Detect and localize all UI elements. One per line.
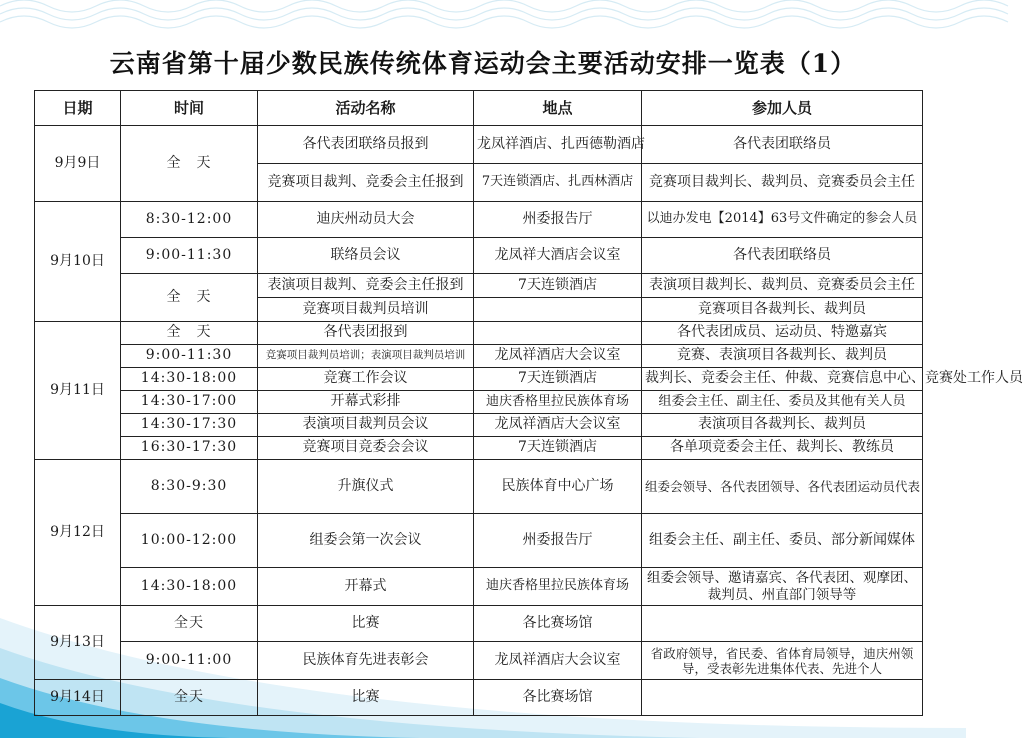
activity-cell: 组委会第一次会议 — [258, 514, 474, 568]
place-cell: 各比赛场馆 — [474, 680, 642, 716]
people-cell: 组委会领导、邀请嘉宾、各代表团、观摩团、裁判员、州直部门领导等 — [642, 568, 923, 606]
people-cell: 省政府领导，省民委、省体育局领导，迪庆州领导，受表彰先进集体代表、先进个人 — [642, 642, 923, 680]
date-cell: 9月10日 — [35, 202, 121, 322]
place-cell: 各比赛场馆 — [474, 606, 642, 642]
people-cell: 各代表团成员、运动员、特邀嘉宾 — [642, 322, 923, 345]
people-cell: 各单项竞委会主任、裁判长、教练员 — [642, 437, 923, 460]
activity-cell: 迪庆州动员大会 — [258, 202, 474, 238]
place-cell: 7天连锁酒店 — [474, 274, 642, 298]
table-row — [35, 642, 923, 680]
people-cell: 各代表团联络员 — [642, 126, 923, 164]
table-row — [35, 274, 923, 298]
people-cell: 组委会主任、副主任、委员、部分新闻媒体 — [642, 514, 923, 568]
table-row — [35, 460, 923, 514]
activity-cell: 各代表团联络员报到 — [258, 126, 474, 164]
activity-cell: 竞赛项目裁判、竞委会主任报到 — [258, 164, 474, 202]
date-cell: 9月14日 — [35, 680, 121, 716]
table-row — [35, 568, 923, 606]
people-cell: 表演项目各裁判长、裁判员 — [642, 414, 923, 437]
place-cell — [474, 298, 642, 322]
time-cell: 14:30-17:00 — [121, 391, 258, 414]
date-cell: 9月11日 — [35, 322, 121, 460]
place-cell: 龙凤祥酒店大会议室 — [474, 345, 642, 368]
place-cell: 龙凤祥大酒店会议室 — [474, 238, 642, 274]
place-cell: 迪庆香格里拉民族体育场 — [474, 568, 642, 606]
activity-cell: 竞赛工作会议 — [258, 368, 474, 391]
table-row — [35, 606, 923, 642]
activity-cell: 开幕式 — [258, 568, 474, 606]
page-title: 云南省第十届少数民族传统体育运动会主要活动安排一览表（1） — [109, 49, 857, 78]
activity-cell: 联络员会议 — [258, 238, 474, 274]
time-cell: 8:30-9:30 — [121, 460, 258, 514]
people-cell — [642, 680, 923, 716]
table-row — [35, 345, 923, 368]
people-cell — [642, 606, 923, 642]
people-cell: 以迪办发电【2014】63号文件确定的参会人员 — [642, 202, 923, 238]
time-cell: 9:00-11:30 — [121, 238, 258, 274]
header-wave-decoration — [0, 0, 966, 40]
schedule-table — [34, 90, 1023, 716]
date-cell: 9月9日 — [35, 126, 121, 202]
people-cell: 竞赛项目裁判长、裁判员、竞赛委员会主任 — [642, 164, 923, 202]
place-cell: 龙凤祥酒店、扎西德勒酒店 — [474, 126, 642, 164]
people-cell: 竞赛、表演项目各裁判长、裁判员 — [642, 345, 923, 368]
time-cell: 16:30-17:30 — [121, 437, 258, 460]
people-cell: 组委会领导、各代表团领导、各代表团运动员代表 — [642, 460, 923, 514]
activity-cell: 竞赛项目裁判员培训；表演项目裁判员培训 — [258, 345, 474, 368]
time-cell: 全 天 — [121, 274, 258, 322]
activity-cell: 升旗仪式 — [258, 460, 474, 514]
table-row — [35, 414, 923, 437]
place-cell: 州委报告厅 — [474, 514, 642, 568]
table-row — [35, 238, 923, 274]
place-cell: 龙凤祥酒店大会议室 — [474, 642, 642, 680]
time-cell: 全 天 — [121, 126, 258, 202]
time-cell: 全天 — [121, 606, 258, 642]
people-cell: 裁判长、竞委会主任、仲裁、竞赛信息中心、竞赛处工作人员 — [642, 368, 923, 391]
table-row — [35, 391, 923, 414]
header-activity: 活动名称 — [258, 91, 474, 126]
table-header-row — [35, 91, 923, 126]
time-cell: 14:30-18:00 — [121, 568, 258, 606]
table-row — [35, 680, 923, 716]
date-cell: 9月13日 — [35, 606, 121, 680]
activity-cell: 表演项目裁判、竞委会主任报到 — [258, 274, 474, 298]
activity-cell: 比赛 — [258, 606, 474, 642]
place-cell — [474, 322, 642, 345]
time-cell: 14:30-17:30 — [121, 414, 258, 437]
table-row — [35, 368, 923, 391]
activity-cell: 表演项目裁判员会议 — [258, 414, 474, 437]
time-cell: 8:30-12:00 — [121, 202, 258, 238]
activity-cell: 民族体育先进表彰会 — [258, 642, 474, 680]
table-row — [35, 322, 923, 345]
time-cell: 14:30-18:00 — [121, 368, 258, 391]
table-row — [35, 514, 923, 568]
time-cell: 9:00-11:00 — [121, 642, 258, 680]
people-cell: 组委会主任、副主任、委员及其他有关人员 — [642, 391, 923, 414]
header-place: 地点 — [474, 91, 642, 126]
time-cell: 全天 — [121, 680, 258, 716]
header-time: 时间 — [121, 91, 258, 126]
activity-cell: 比赛 — [258, 680, 474, 716]
table-row — [35, 202, 923, 238]
activity-cell: 竞赛项目竞委会会议 — [258, 437, 474, 460]
people-cell: 竞赛项目各裁判长、裁判员 — [642, 298, 923, 322]
time-cell: 全 天 — [121, 322, 258, 345]
place-cell: 州委报告厅 — [474, 202, 642, 238]
time-cell: 9:00-11:30 — [121, 345, 258, 368]
activity-cell: 各代表团报到 — [258, 322, 474, 345]
place-cell: 迪庆香格里拉民族体育场 — [474, 391, 642, 414]
table-row — [35, 126, 923, 164]
place-cell: 7天连锁酒店 — [474, 437, 642, 460]
place-cell: 龙凤祥酒店大会议室 — [474, 414, 642, 437]
activity-cell: 竞赛项目裁判员培训 — [258, 298, 474, 322]
people-cell: 表演项目裁判长、裁判员、竞赛委员会主任 — [642, 274, 923, 298]
place-cell: 7天连锁酒店、扎西林酒店 — [474, 164, 642, 202]
place-cell: 7天连锁酒店 — [474, 368, 642, 391]
activity-cell: 开幕式彩排 — [258, 391, 474, 414]
header-date: 日期 — [35, 91, 121, 126]
place-cell: 民族体育中心广场 — [474, 460, 642, 514]
date-cell: 9月12日 — [35, 460, 121, 606]
table-row — [35, 437, 923, 460]
people-cell: 各代表团联络员 — [642, 238, 923, 274]
header-people: 参加人员 — [642, 91, 923, 126]
time-cell: 10:00-12:00 — [121, 514, 258, 568]
